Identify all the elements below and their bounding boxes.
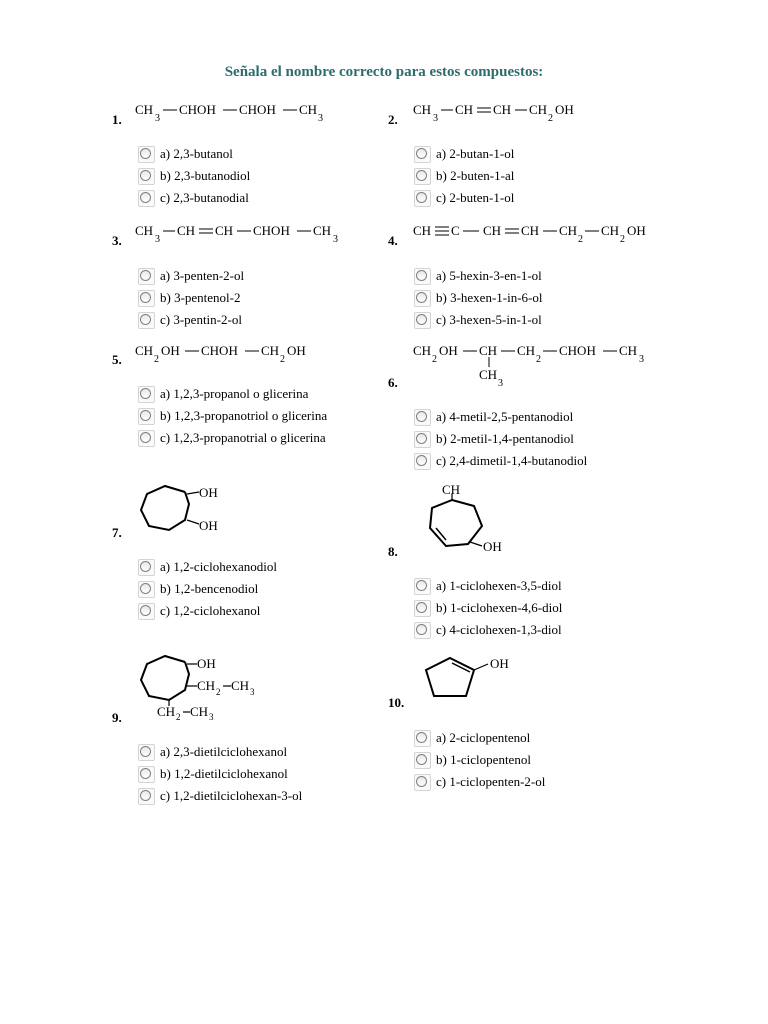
radio-button[interactable] [138,146,155,163]
formula-subscript: 2 [620,234,625,245]
formula-group: CH [517,343,536,358]
option-label: b) 1-ciclopentenol [436,752,531,767]
formula-group: CH [483,223,502,238]
formula-group: CH [135,343,154,358]
formula-group: CH [479,343,498,358]
cyclohexane-structure [135,650,275,720]
radio-button[interactable] [138,386,155,403]
radio-button[interactable] [414,431,431,448]
option-label: c) 2,4-dimetil-1,4-butanodiol [436,453,588,468]
formula-group: CH [299,102,318,117]
question-number: 4. [388,233,398,248]
option-c [138,188,249,208]
option-b [138,288,241,308]
option-c [138,601,260,621]
question-number: 5. [112,352,122,367]
option-b [138,579,258,599]
option-label: a) 3-penten-2-ol [160,268,245,283]
option-label: b) 2-buten-1-al [436,168,515,183]
formula-group: CHOH [179,102,216,117]
radio-button[interactable] [414,578,431,595]
radio-button[interactable] [138,408,155,425]
formula-group: CH [413,343,432,358]
cyclopentene-structure [420,652,530,704]
formula-group: CH [135,102,154,117]
formula-group: CH [177,223,196,238]
formula-group: CHOH [559,343,596,358]
radio-button[interactable] [138,268,155,285]
structural-formula [413,100,613,126]
option-c [138,786,302,806]
radio-button[interactable] [138,168,155,185]
substituent-label: OH [199,518,218,533]
substituent-label: OH [197,656,216,671]
single-bond [470,542,482,546]
formula-group: CH [215,223,234,238]
formula-subscript: 3 [250,687,255,697]
substituent-label: CH [190,704,209,719]
substituent-label: CH [442,482,461,497]
ring [430,500,482,546]
option-a [414,266,542,286]
question-number: 7. [112,525,122,540]
radio-button[interactable] [138,190,155,207]
radio-button[interactable] [414,268,431,285]
radio-button[interactable] [138,788,155,805]
formula-subscript: 2 [154,354,159,365]
option-label: a) 2-ciclopentenol [436,730,531,745]
option-a [414,144,514,164]
option-label: c) 3-hexen-5-in-1-ol [436,312,542,327]
option-label: c) 2-buten-1-ol [436,190,515,205]
formula-group: CHOH [253,223,290,238]
option-label: a) 1-ciclohexen-3,5-diol [436,578,562,593]
formula-subscript: 3 [639,354,644,365]
ring [141,486,189,530]
formula-group: CHOH [201,343,238,358]
formula-subscript: 3 [209,712,214,722]
formula-group: C [451,223,460,238]
formula-subscript: 2 [536,354,541,365]
radio-button[interactable] [138,559,155,576]
option-label: b) 3-hexen-1-in-6-ol [436,290,543,305]
option-label: c) 1-ciclopenten-2-ol [436,774,546,789]
option-label: b) 1,2,3-propanotriol o glicerina [160,408,328,423]
formula-group: OH [161,343,180,358]
option-b [138,764,288,784]
formula-group: CH [313,223,332,238]
option-b [414,750,531,770]
option-label: c) 1,2-ciclohexanol [160,603,261,618]
formula-group: CH [413,102,432,117]
option-label: b) 2,3-butanodiol [160,168,251,183]
option-label: a) 5-hexin-3-en-1-ol [436,268,542,283]
formula-group: CH [601,223,620,238]
structural-formula [135,341,375,367]
option-a [138,742,287,762]
substituent-label: CH [197,678,216,693]
option-label: a) 2,3-dietilciclohexanol [160,744,288,759]
radio-button[interactable] [414,600,431,617]
option-label: a) 1,2-ciclohexanodiol [160,559,277,574]
formula-subscript: 2 [432,354,437,365]
formula-subscript: 2 [216,687,221,697]
formula-group: CH [413,223,432,238]
option-b [138,406,327,426]
formula-subscript: 3 [155,234,160,245]
radio-button[interactable] [138,603,155,620]
radio-button[interactable] [414,453,431,470]
formula-subscript: 3 [333,234,338,245]
option-label: a) 2-butan-1-ol [436,146,515,161]
option-label: c) 1,2-dietilciclohexan-3-ol [160,788,303,803]
radio-button[interactable] [414,752,431,769]
formula-subscript: 2 [280,354,285,365]
option-label: c) 4-ciclohexen-1,3-diol [436,622,562,637]
question-number: 10. [388,695,405,710]
formula-subscript: 2 [548,113,553,124]
option-label: b) 2-metil-1,4-pentanodiol [436,431,574,446]
option-label: a) 1,2,3-propanol o glicerina [160,386,309,401]
formula-subscript: 2 [176,712,181,722]
radio-button[interactable] [138,766,155,783]
structural-formula [135,221,375,247]
page-title: Señala el nombre correcto para estos compuestos: [224,64,544,80]
formula-group: CH [479,367,498,382]
structural-formula [413,221,673,247]
formula-group: CH [521,223,540,238]
radio-button[interactable] [138,290,155,307]
option-a [138,144,233,164]
substituent-label: CH [231,678,250,693]
option-label: b) 1,2-bencenodiol [160,581,259,596]
option-b [138,166,250,186]
option-label: a) 2,3-butanol [160,146,233,161]
formula-subscript: 2 [578,234,583,245]
option-a [414,576,562,596]
option-c [414,620,562,640]
option-c [414,188,514,208]
option-b [414,288,543,308]
radio-button[interactable] [414,730,431,747]
single-bond [187,492,199,494]
radio-button[interactable] [414,168,431,185]
cyclohexene-structure [418,482,538,557]
radio-button[interactable] [138,744,155,761]
radio-button[interactable] [138,430,155,447]
formula-group: OH [627,223,646,238]
radio-button[interactable] [414,409,431,426]
option-a [138,384,308,404]
formula-group: CH [619,343,638,358]
option-label: c) 2,3-butanodial [160,190,249,205]
option-b [414,166,514,186]
substituent-label: OH [483,539,502,554]
question-number: 3. [112,233,122,248]
formula-subscript: 3 [155,113,160,124]
option-b [414,598,562,618]
question-number: 1. [112,112,122,127]
radio-button[interactable] [138,581,155,598]
option-a [138,266,244,286]
formula-group: CH [493,102,512,117]
substituent-label: CH [157,704,176,719]
ring [141,656,189,700]
question-number: 8. [388,544,398,559]
option-label: b) 1-ciclohexen-4,6-diol [436,600,563,615]
formula-group: CH [455,102,474,117]
radio-button[interactable] [414,622,431,639]
option-c [414,772,545,792]
option-c [138,310,242,330]
radio-button[interactable] [414,190,431,207]
formula-subscript: 3 [498,378,503,389]
formula-group: CHOH [239,102,276,117]
option-c [414,310,542,330]
formula-group: OH [287,343,306,358]
option-a [414,407,573,427]
option-label: c) 1,2,3-propanotrial o glicerina [160,430,326,445]
radio-button[interactable] [414,146,431,163]
radio-button[interactable] [414,774,431,791]
option-a [138,557,277,577]
formula-group: CH [135,223,154,238]
option-label: c) 3-pentin-2-ol [160,312,242,327]
ring [426,658,474,696]
formula-group: CH [529,102,548,117]
radio-button[interactable] [414,312,431,329]
option-a [414,728,530,748]
radio-button[interactable] [138,312,155,329]
question-number: 9. [112,710,122,725]
formula-group: OH [439,343,458,358]
formula-subscript: 3 [318,113,323,124]
substituent-label: OH [199,485,218,500]
option-label: b) 3-pentenol-2 [160,290,241,305]
structural-formula [413,341,673,387]
option-label: b) 1,2-dietilciclohexanol [160,766,288,781]
question-number: 6. [388,375,398,390]
option-c [138,428,326,448]
option-b [414,429,574,449]
structural-formula [135,100,375,126]
formula-subscript: 3 [433,113,438,124]
option-label: a) 4-metil-2,5-pentanodiol [436,409,574,424]
formula-group: OH [555,102,574,117]
formula-group: CH [261,343,280,358]
single-bond [474,664,488,670]
question-number: 2. [388,112,398,127]
cyclohexane-structure [135,480,255,550]
formula-group: CH [559,223,578,238]
radio-button[interactable] [414,290,431,307]
option-c [414,451,587,471]
double-bond [436,528,446,540]
single-bond [187,520,199,524]
substituent-label: OH [490,656,509,671]
